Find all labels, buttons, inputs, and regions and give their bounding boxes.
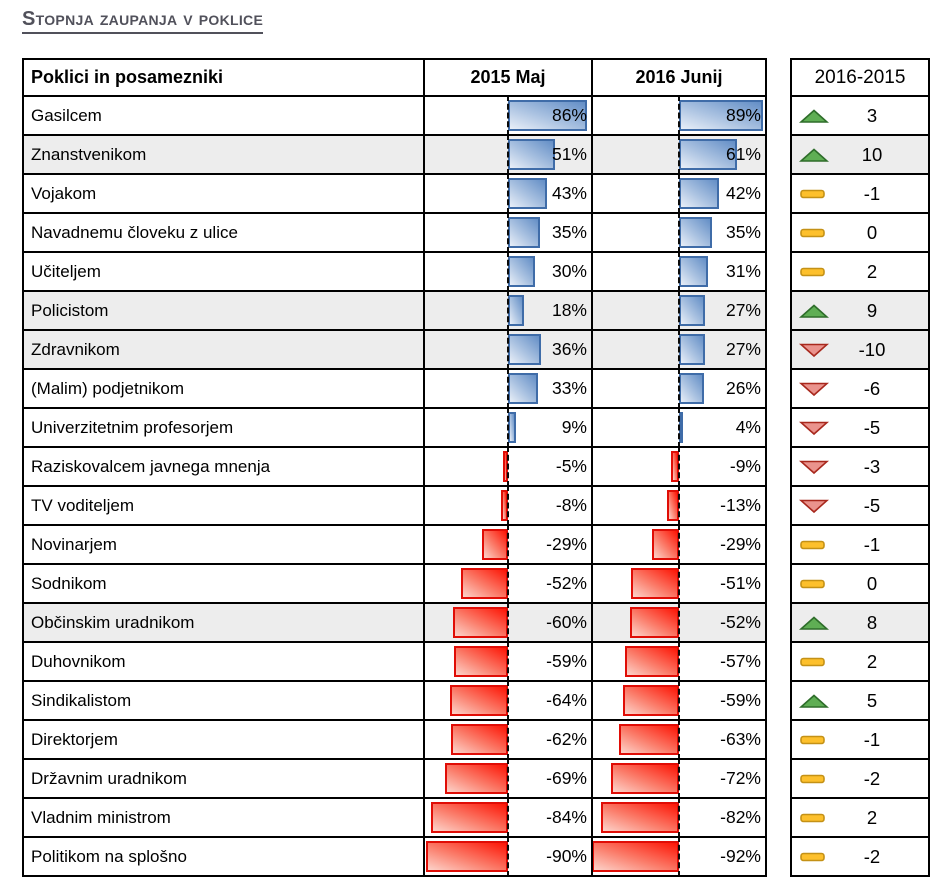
- table-row: [24, 565, 765, 604]
- zero-axis-line: [507, 643, 509, 680]
- databar-cell-2015: [425, 799, 593, 836]
- zero-axis-line: [678, 175, 680, 212]
- table-body: [24, 97, 765, 875]
- yellow-dash-icon: [799, 537, 829, 553]
- databar-2016: [679, 256, 708, 287]
- diff-value: 0: [866, 221, 878, 243]
- databar-2015: [461, 568, 508, 599]
- yellow-dash-icon: [799, 810, 829, 826]
- percent-value-2016: -9%: [729, 456, 761, 476]
- difference-row: [792, 526, 928, 565]
- diff-value: 10: [861, 143, 883, 165]
- difference-row: [792, 370, 928, 409]
- page-title: Stopnja zaupanja v poklice: [22, 8, 263, 34]
- zero-axis-line: [678, 721, 680, 758]
- percent-value-2015: -59%: [546, 651, 587, 671]
- databar-2015: [508, 178, 547, 209]
- percent-value-2016: -52%: [720, 612, 761, 632]
- diff-value: 8: [866, 611, 878, 633]
- table-row: [24, 526, 765, 565]
- databar-cell-2015: [425, 682, 593, 719]
- zero-axis-line: [678, 487, 680, 524]
- databar-cell-2015: [425, 409, 593, 446]
- databar-cell-2015: [425, 565, 593, 602]
- zero-axis-line: [507, 136, 509, 173]
- table-row: [24, 253, 765, 292]
- diff-value: -2: [863, 767, 881, 789]
- zero-axis-line: [507, 253, 509, 290]
- databar-cell-2016: [593, 331, 765, 368]
- percent-value-2015: 51%: [551, 144, 587, 164]
- databar-2016: [679, 217, 712, 248]
- percent-value-2016: 27%: [725, 339, 761, 359]
- databar-2015: [508, 139, 555, 170]
- databar-cell-2016: [593, 721, 765, 758]
- databar-2015: [426, 841, 508, 872]
- databar-cell-2016: [593, 214, 765, 251]
- percent-value-2016: -72%: [720, 768, 761, 788]
- profession-label: (Malim) podjetnikom: [24, 370, 425, 407]
- percent-value-2015: 33%: [551, 378, 587, 398]
- profession-label: Državnim uradnikom: [24, 760, 425, 797]
- databar-cell-2015: [425, 604, 593, 641]
- difference-row: [792, 838, 928, 875]
- zero-axis-line: [507, 565, 509, 602]
- percent-value-2015: -62%: [546, 729, 587, 749]
- databar-cell-2015: [425, 838, 593, 875]
- databar-cell-2015: [425, 253, 593, 290]
- databar-cell-2015: [425, 136, 593, 173]
- percent-value-2016: -63%: [720, 729, 761, 749]
- zero-axis-line: [678, 760, 680, 797]
- databar-2016: [652, 529, 679, 560]
- green-triangle-up-icon: [799, 303, 829, 319]
- databar-2015: [453, 607, 508, 638]
- red-triangle-down-icon: [799, 381, 829, 397]
- table-row: [24, 97, 765, 136]
- databar-cell-2015: [425, 526, 593, 563]
- table-row: [24, 604, 765, 643]
- difference-row: [792, 565, 928, 604]
- databar-2015: [508, 412, 516, 443]
- yellow-dash-icon: [799, 225, 829, 241]
- databar-2016: [631, 568, 679, 599]
- zero-axis-line: [507, 97, 509, 134]
- databar-2016: [619, 724, 679, 755]
- zero-axis-line: [507, 292, 509, 329]
- zero-axis-line: [678, 292, 680, 329]
- percent-value-2015: -90%: [546, 846, 587, 866]
- zero-axis-line: [678, 604, 680, 641]
- databar-cell-2015: [425, 487, 593, 524]
- databar-cell-2015: [425, 331, 593, 368]
- red-triangle-down-icon: [799, 342, 829, 358]
- databar-cell-2016: [593, 136, 765, 173]
- databar-2015: [508, 217, 540, 248]
- column-header-2016-junij: 2016 Junij: [635, 67, 723, 87]
- diff-value: -1: [863, 728, 881, 750]
- zero-axis-line: [507, 214, 509, 251]
- table-row: [24, 175, 765, 214]
- zero-axis-line: [678, 331, 680, 368]
- diff-value: 9: [866, 299, 878, 321]
- percent-value-2016: 89%: [725, 105, 761, 125]
- databar-cell-2016: [593, 97, 765, 134]
- red-triangle-down-icon: [799, 498, 829, 514]
- databar-cell-2016: [593, 409, 765, 446]
- professions-table: [22, 58, 767, 877]
- databar-2015: [451, 724, 508, 755]
- databar-cell-2016: [593, 565, 765, 602]
- profession-label: Raziskovalcem javnega mnenja: [24, 448, 425, 485]
- databar-2016: [593, 841, 679, 872]
- zero-axis-line: [507, 682, 509, 719]
- table-row: [24, 214, 765, 253]
- table-row: [24, 331, 765, 370]
- diff-value: 5: [866, 689, 878, 711]
- zero-axis-line: [678, 799, 680, 836]
- profession-label: Občinskim uradnikom: [24, 604, 425, 641]
- databar-cell-2016: [593, 370, 765, 407]
- databar-cell-2016: [593, 448, 765, 485]
- yellow-dash-icon: [799, 849, 829, 865]
- databar-2016: [679, 178, 719, 209]
- percent-value-2016: -59%: [720, 690, 761, 710]
- table-row: [24, 292, 765, 331]
- databar-cell-2015: [425, 370, 593, 407]
- percent-value-2015: 18%: [551, 300, 587, 320]
- table-row: [24, 682, 765, 721]
- profession-label: Politikom na splošno: [24, 838, 425, 875]
- profession-label: Sodnikom: [24, 565, 425, 602]
- databar-cell-2015: [425, 214, 593, 251]
- zero-axis-line: [678, 370, 680, 407]
- databar-cell-2015: [425, 292, 593, 329]
- difference-row: [792, 721, 928, 760]
- percent-value-2016: -29%: [720, 534, 761, 554]
- red-triangle-down-icon: [799, 459, 829, 475]
- percent-value-2015: -29%: [546, 534, 587, 554]
- databar-2015: [508, 295, 524, 326]
- databar-2016: [679, 334, 705, 365]
- zero-axis-line: [507, 604, 509, 641]
- percent-value-2016: 4%: [735, 417, 761, 437]
- percent-value-2015: 9%: [561, 417, 587, 437]
- difference-row: [792, 331, 928, 370]
- percent-value-2016: 61%: [725, 144, 761, 164]
- percent-value-2016: 27%: [725, 300, 761, 320]
- profession-label: Sindikalistom: [24, 682, 425, 719]
- difference-row: [792, 214, 928, 253]
- profession-label: Znanstvenikom: [24, 136, 425, 173]
- difference-row: [792, 760, 928, 799]
- table-row: [24, 136, 765, 175]
- table-row: [24, 799, 765, 838]
- diff-value: -1: [863, 182, 881, 204]
- diff-value: -2: [863, 845, 881, 867]
- profession-label: Novinarjem: [24, 526, 425, 563]
- diff-value: -5: [863, 494, 881, 516]
- difference-row: [792, 643, 928, 682]
- zero-axis-line: [507, 526, 509, 563]
- zero-axis-line: [678, 409, 680, 446]
- difference-row: [792, 292, 928, 331]
- diff-value: 2: [866, 260, 878, 282]
- percent-value-2016: -57%: [720, 651, 761, 671]
- zero-axis-line: [507, 175, 509, 212]
- databar-2015: [508, 256, 535, 287]
- zero-axis-line: [507, 409, 509, 446]
- yellow-dash-icon: [799, 264, 829, 280]
- table-row: [24, 760, 765, 799]
- databar-cell-2015: [425, 97, 593, 134]
- diff-value: -3: [863, 455, 881, 477]
- profession-label: TV voditeljem: [24, 487, 425, 524]
- green-triangle-up-icon: [799, 147, 829, 163]
- databar-cell-2016: [593, 838, 765, 875]
- zero-axis-line: [678, 682, 680, 719]
- profession-label: Gasilcem: [24, 97, 425, 134]
- databar-cell-2016: [593, 604, 765, 641]
- databar-2016: [623, 685, 679, 716]
- databar-cell-2015: [425, 448, 593, 485]
- databar-2016: [601, 802, 679, 833]
- yellow-dash-icon: [799, 771, 829, 787]
- table-row: [24, 838, 765, 875]
- table-row: [24, 487, 765, 526]
- databar-2015: [431, 802, 508, 833]
- difference-row: [792, 175, 928, 214]
- percent-value-2016: -92%: [720, 846, 761, 866]
- percent-value-2015: -64%: [546, 690, 587, 710]
- databar-cell-2016: [593, 292, 765, 329]
- percent-value-2016: 26%: [725, 378, 761, 398]
- profession-label: Navadnemu človeku z ulice: [24, 214, 425, 251]
- percent-value-2016: -13%: [720, 495, 761, 515]
- diff-value: -5: [863, 416, 881, 438]
- percent-value-2015: 35%: [551, 222, 587, 242]
- percent-value-2015: 30%: [551, 261, 587, 281]
- percent-value-2015: -84%: [546, 807, 587, 827]
- table-header-row: [24, 60, 765, 97]
- diff-value: 3: [866, 104, 878, 126]
- yellow-dash-icon: [799, 576, 829, 592]
- zero-axis-line: [507, 448, 509, 485]
- percent-value-2015: -69%: [546, 768, 587, 788]
- percent-value-2016: -82%: [720, 807, 761, 827]
- diff-value: 0: [866, 572, 878, 594]
- databar-cell-2016: [593, 799, 765, 836]
- table-row: [24, 721, 765, 760]
- databar-2015: [454, 646, 508, 677]
- diff-value: -10: [858, 338, 886, 360]
- percent-value-2016: -51%: [720, 573, 761, 593]
- column-header-professions: Poklici in posamezniki: [24, 60, 425, 95]
- zero-axis-line: [678, 643, 680, 680]
- zero-axis-line: [678, 838, 680, 875]
- difference-row: [792, 799, 928, 838]
- profession-label: Učiteljem: [24, 253, 425, 290]
- percent-value-2015: 86%: [551, 105, 587, 125]
- databar-2016: [630, 607, 679, 638]
- profession-label: Direktorjem: [24, 721, 425, 758]
- databar-cell-2016: [593, 760, 765, 797]
- databar-2016: [679, 373, 704, 404]
- databar-2015: [445, 763, 508, 794]
- diff-value: -6: [863, 377, 881, 399]
- difference-row: [792, 682, 928, 721]
- databar-cell-2016: [593, 526, 765, 563]
- column-header-diff: 2016-2015: [792, 60, 928, 97]
- zero-axis-line: [678, 448, 680, 485]
- yellow-dash-icon: [799, 654, 829, 670]
- databar-cell-2015: [425, 721, 593, 758]
- zero-axis-line: [507, 760, 509, 797]
- databar-cell-2016: [593, 643, 765, 680]
- zero-axis-line: [678, 526, 680, 563]
- zero-axis-line: [507, 721, 509, 758]
- zero-axis-line: [507, 487, 509, 524]
- difference-row: [792, 487, 928, 526]
- percent-value-2015: -52%: [546, 573, 587, 593]
- green-triangle-up-icon: [799, 615, 829, 631]
- zero-axis-line: [678, 253, 680, 290]
- databar-cell-2015: [425, 175, 593, 212]
- difference-row: [792, 253, 928, 292]
- percent-value-2015: 36%: [551, 339, 587, 359]
- databar-cell-2015: [425, 643, 593, 680]
- difference-row: [792, 409, 928, 448]
- percent-value-2015: -5%: [555, 456, 587, 476]
- green-triangle-up-icon: [799, 693, 829, 709]
- green-triangle-up-icon: [799, 108, 829, 124]
- profession-label: Zdravnikom: [24, 331, 425, 368]
- zero-axis-line: [507, 370, 509, 407]
- zero-axis-line: [678, 565, 680, 602]
- difference-row: [792, 448, 928, 487]
- difference-row: [792, 97, 928, 136]
- databar-cell-2016: [593, 253, 765, 290]
- zero-axis-line: [678, 97, 680, 134]
- table-row: [24, 409, 765, 448]
- zero-axis-line: [507, 799, 509, 836]
- percent-value-2015: 43%: [551, 183, 587, 203]
- table-row: [24, 643, 765, 682]
- difference-table: [790, 58, 930, 877]
- percent-value-2015: -8%: [555, 495, 587, 515]
- percent-value-2016: 35%: [725, 222, 761, 242]
- table-row: [24, 370, 765, 409]
- table-row: [24, 448, 765, 487]
- percent-value-2016: 31%: [725, 261, 761, 281]
- profession-label: Vojakom: [24, 175, 425, 212]
- zero-axis-line: [507, 838, 509, 875]
- databar-cell-2016: [593, 175, 765, 212]
- databar-2015: [508, 373, 538, 404]
- yellow-dash-icon: [799, 186, 829, 202]
- profession-label: Univerzitetnim profesorjem: [24, 409, 425, 446]
- profession-label: Vladnim ministrom: [24, 799, 425, 836]
- zero-axis-line: [507, 331, 509, 368]
- diff-value: 2: [866, 806, 878, 828]
- red-triangle-down-icon: [799, 420, 829, 436]
- difference-row: [792, 604, 928, 643]
- zero-axis-line: [678, 136, 680, 173]
- diff-value: 2: [866, 650, 878, 672]
- percent-value-2016: 42%: [725, 183, 761, 203]
- databar-2015: [482, 529, 508, 560]
- databar-2015: [450, 685, 508, 716]
- databar-2016: [611, 763, 679, 794]
- difference-table-body: [792, 97, 928, 875]
- databar-cell-2016: [593, 682, 765, 719]
- databar-2016: [679, 295, 705, 326]
- databar-cell-2015: [425, 760, 593, 797]
- databar-cell-2016: [593, 487, 765, 524]
- difference-row: [792, 136, 928, 175]
- percent-value-2015: -60%: [546, 612, 587, 632]
- diff-value: -1: [863, 533, 881, 555]
- databar-2016: [625, 646, 679, 677]
- column-header-2015-maj: 2015 Maj: [425, 60, 593, 95]
- profession-label: Duhovnikom: [24, 643, 425, 680]
- yellow-dash-icon: [799, 732, 829, 748]
- databar-2015: [508, 334, 541, 365]
- profession-label: Policistom: [24, 292, 425, 329]
- zero-axis-line: [678, 214, 680, 251]
